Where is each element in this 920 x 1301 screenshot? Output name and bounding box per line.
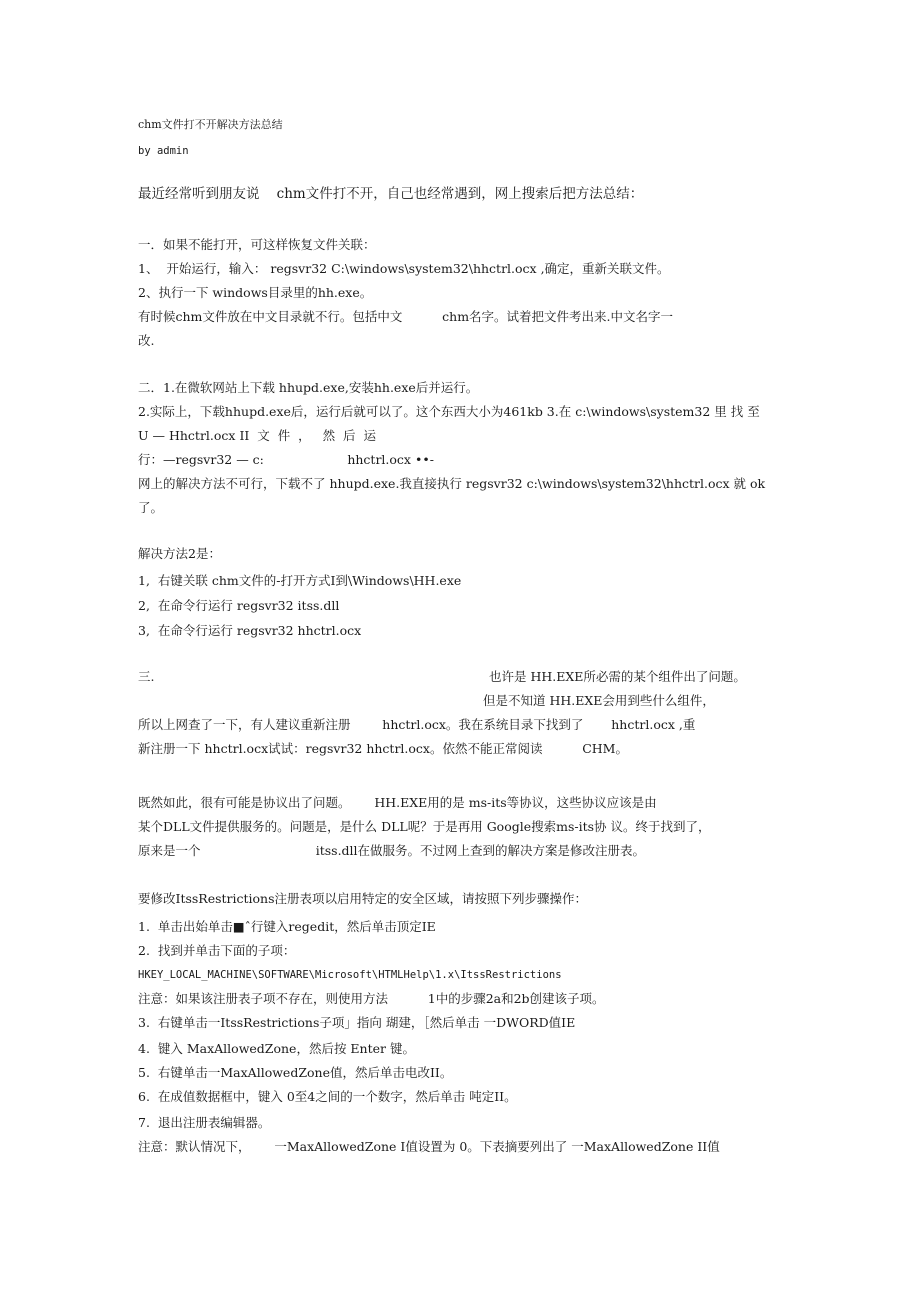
- intro-paragraph: 最近经常听到朋友说 chm文件打不开，自己也经常遇到，网上搜索后把方法总结：: [138, 186, 644, 202]
- section3-line: 所以上网查了一下，有人建议重新注册 hhctrl.ocx。我在系统目录下找到了 hhctrl.ocx ,重: [138, 717, 696, 732]
- para4-line: 原来是一个 itss.dll在做服务。不过网上查到的解决方案是修改注册表。: [138, 843, 646, 858]
- section1-line: 2、执行一下 windows目录里的hh.exe。: [138, 285, 373, 300]
- registry-line: 4. 键入 MaxAllowedZone，然后按 Enter 键。: [138, 1041, 415, 1056]
- section3-label: 三.: [138, 669, 155, 684]
- doc-byline: by admin: [138, 145, 189, 157]
- registry-line: 5. 右键单击一MaxAllowedZone值，然后单击电改II。: [138, 1065, 453, 1080]
- section3-line: 新注册一下 hhctrl.ocx试试：regsvr32 hhctrl.ocx。依然不能正常阅读 CHM。: [138, 741, 628, 756]
- section2-line: 网上的解决方法不可行，下载不了 hhupd.exe.我直接执行 regsvr32 c:\windows\system32\hhctrl.ocx 就 ok: [138, 476, 766, 491]
- para4-line: 某个DLL文件提供服务的。问题是，是什么 DLL呢？于是再用 Google搜索ms-its协 议。终于找到了，: [138, 819, 711, 834]
- section1-line: 有时候chm文件放在中文目录就不行。包括中文 chm名字。试着把文件考出来.中文名字一: [138, 309, 674, 324]
- section2-line: U — Hhctrl.ocx II 文 件 ， 然 后 运: [138, 428, 376, 443]
- section3-right-line: 但是不知道 HH.EXE会用到些什么组件，: [483, 693, 715, 708]
- registry-line: 注意：如果该注册表子项不存在，则使用方法 1中的步骤2a和2b创建该子项。: [138, 991, 605, 1006]
- registry-path: HKEY_LOCAL_MACHINE\SOFTWARE\Microsoft\HTMLHelp\1.x\ItssRestrictions: [138, 969, 562, 981]
- registry-line: 1. 单击出始单击■ˆ行键入regedit，然后单击顶定IE: [138, 919, 436, 934]
- registry-line: 7. 退出注册表编辑器。: [138, 1115, 271, 1130]
- section2-line: 2.实际上，下载hhupd.exe后，运行后就可以了。这个东西大小为461kb 3.在 c:\windows\system32 里 找 至: [138, 404, 760, 419]
- section1-heading: 一．如果不能打开，可这样恢复文件关联：: [138, 237, 376, 252]
- section2-line: 行：—regsvr32 — c: hhctrl.ocx ••-: [138, 452, 434, 467]
- method2-heading: 解决方法2是：: [138, 546, 221, 561]
- method2-step: 3, 在命令行运行 regsvr32 hhctrl.ocx: [138, 623, 362, 638]
- registry-intro: 要修改ItssRestrictions注册表项以启用特定的安全区域，请按照下列步骤操作：: [138, 891, 588, 906]
- method2-step: 2, 在命令行运行 regsvr32 itss.dll: [138, 598, 340, 613]
- section1-line: 1、 开始运行，输入： regsvr32 C:\windows\system32\hhctrl.ocx ,确定，重新关联文件。: [138, 261, 670, 276]
- doc-title: chm文件打不开解决方法总结: [138, 118, 283, 131]
- para4-line: 既然如此，很有可能是协议出了问题。 HH.EXE用的是 ms-its等协议，这些协议应该是由: [138, 795, 657, 810]
- section3-right-line: 也许是 HH.EXE所必需的某个组件出了问题。: [489, 669, 746, 684]
- registry-line: 2. 找到并单击下面的子项：: [138, 943, 296, 958]
- registry-line: 6. 在成值数据框中，键入 0至4之间的一个数字，然后单击 吨定II。: [138, 1089, 517, 1104]
- section2-line: 二．1.在微软网站上下载 hhupd.exe,安装hh.exe后并运行。: [138, 380, 479, 395]
- registry-line: 注意：默认情况下， 一MaxAllowedZone I值设置为 0。下表摘要列出了 一MaxAllowedZone II值: [138, 1139, 720, 1154]
- method2-step: 1, 右键关联 chm文件的-打开方式I到\Windows\HH.exe: [138, 573, 462, 588]
- section2-line: 了。: [138, 500, 164, 515]
- section1-line: 改.: [138, 333, 155, 348]
- registry-line: 3. 右键单击一ItssRestrictions子项」指向 瑚建，［然后单击 一DWORD值IE: [138, 1015, 576, 1030]
